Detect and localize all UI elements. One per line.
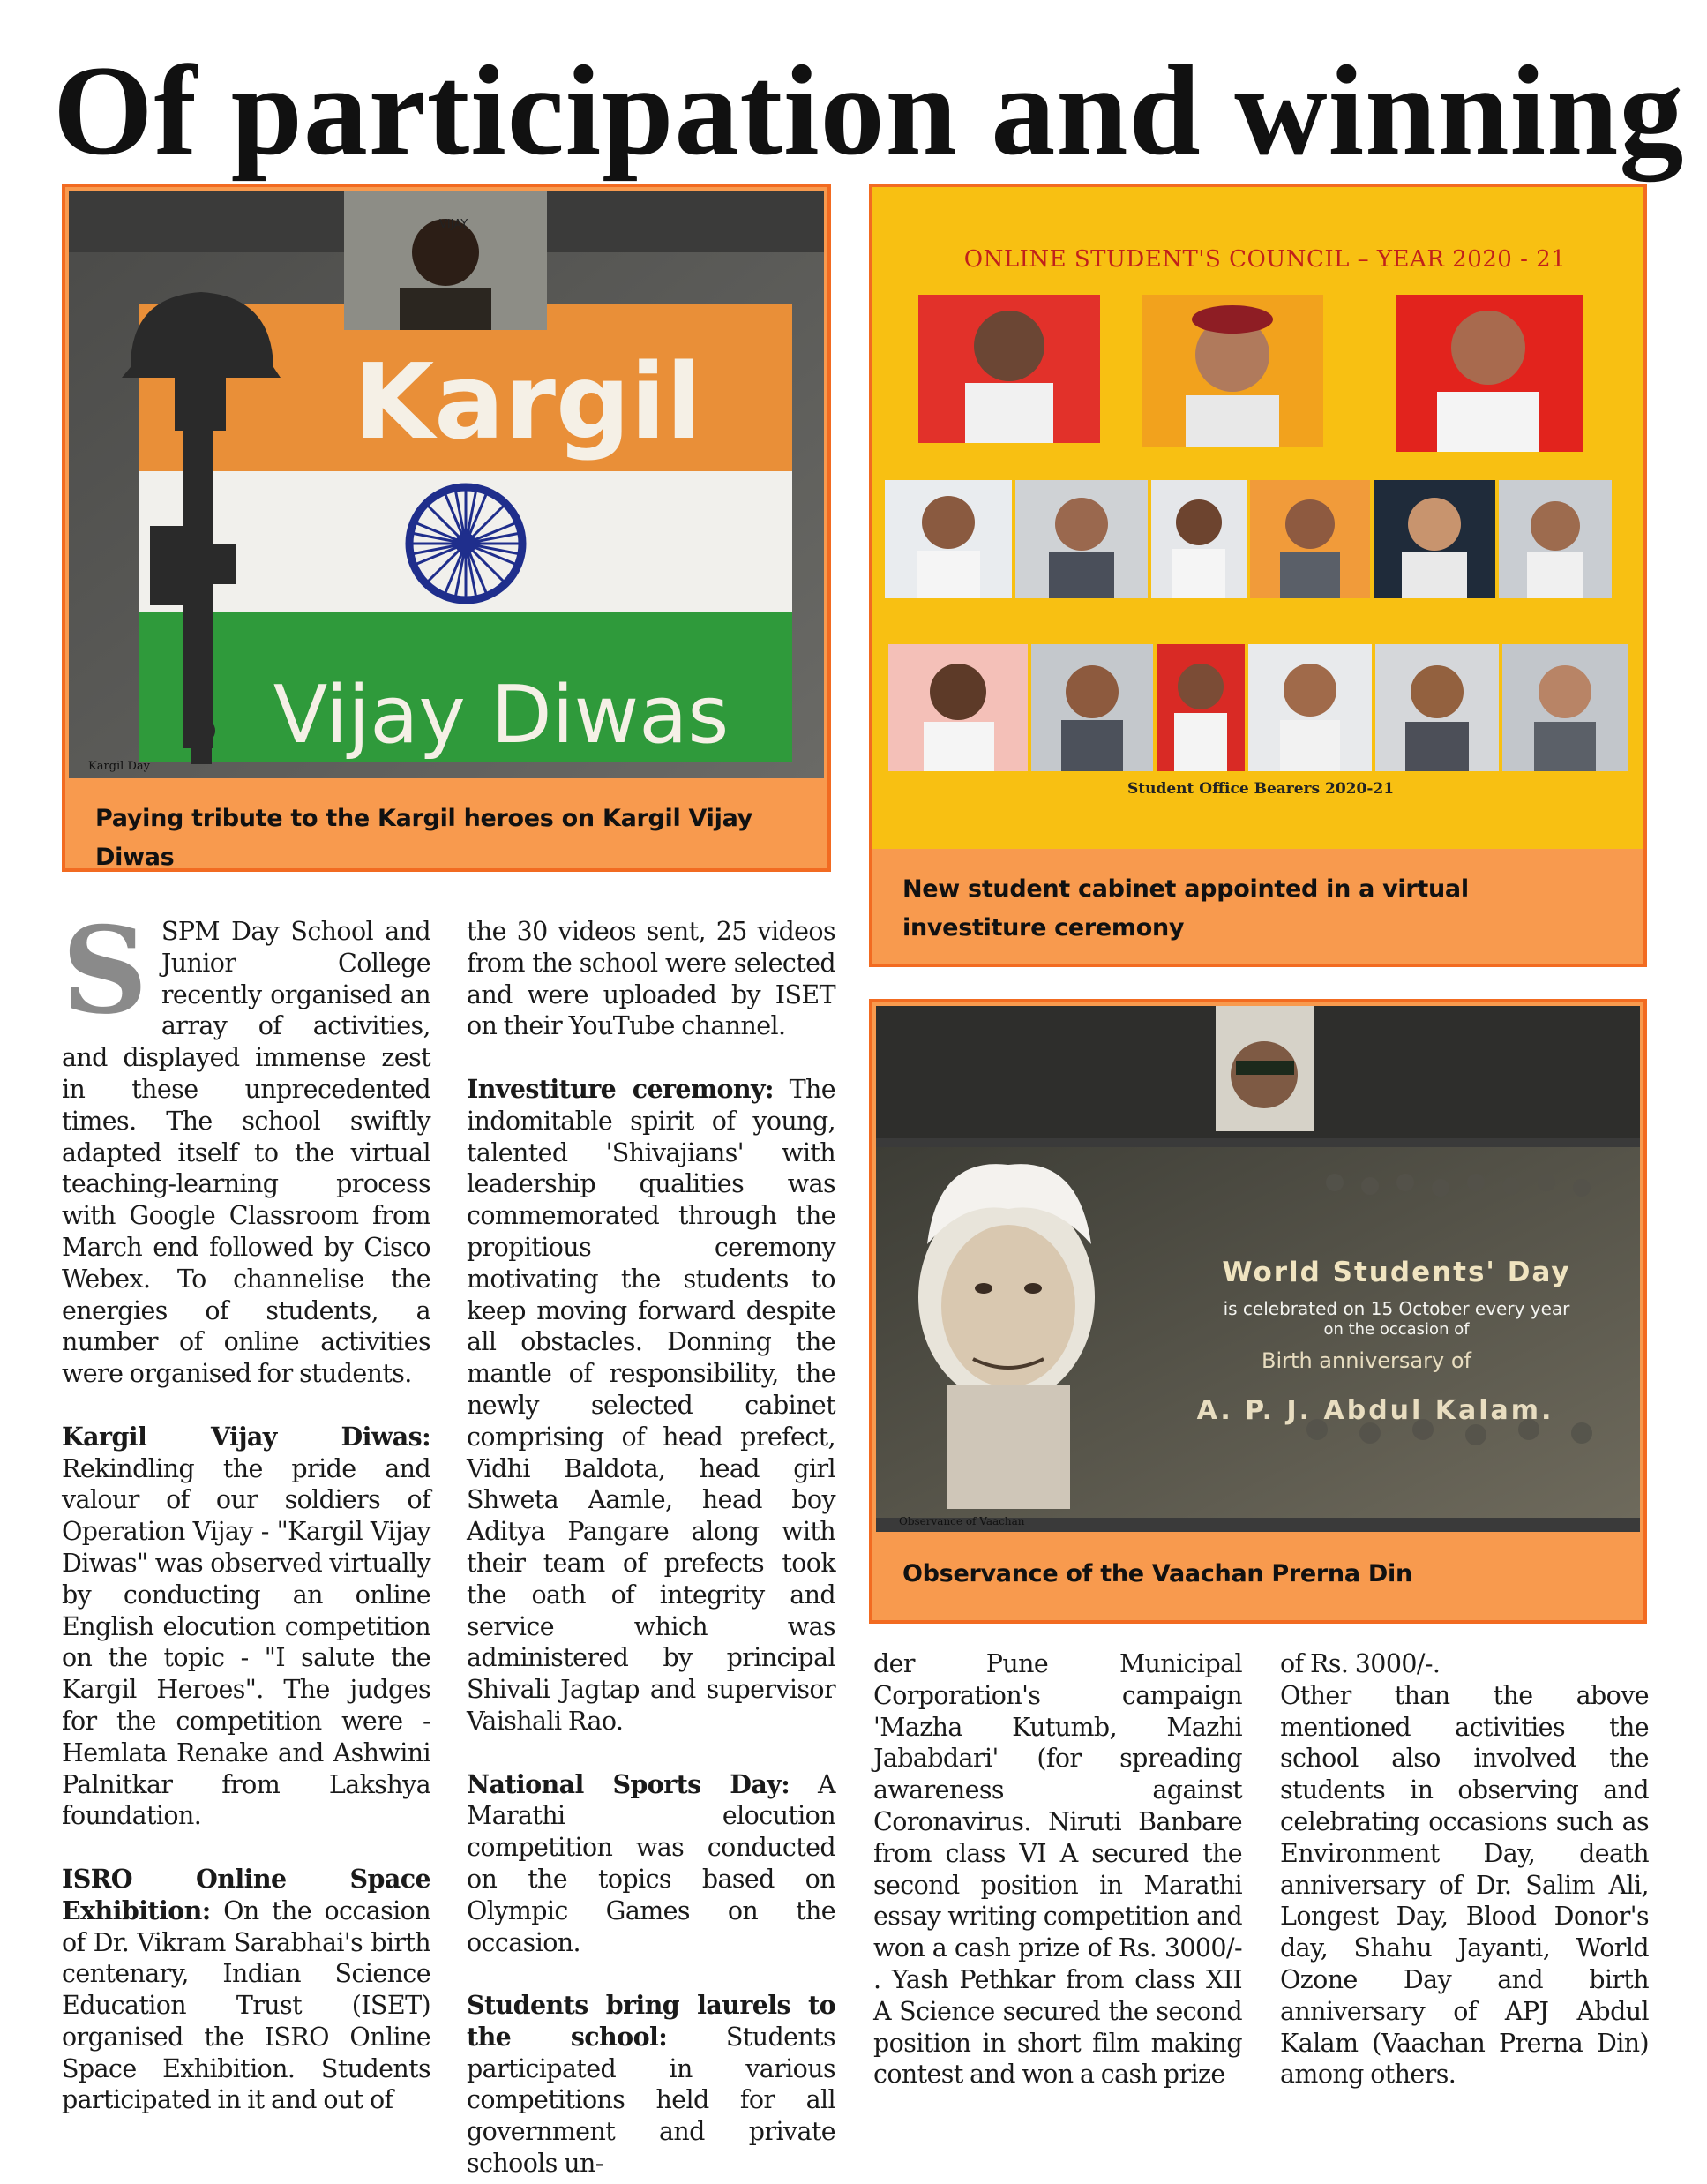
headline: Of participation and winning [53, 39, 1685, 182]
vaachan-photo-box [869, 999, 1647, 1624]
closing-paragraph: Other than the above mentioned activities the school also involved the students in observing and celebrating occasions such as Environment Day, death anniversary of Dr. Salim Ali, Longest Day, Blood Donor's day, Shahu Jayanti, World Ozone Day and birth anniversary of APJ Abdul Kalam (Vaachan Prerna Din) among others. [1280, 1680, 1649, 2090]
council-portraits-row-1 [918, 295, 1583, 452]
council-title: ONLINE STUDENT'S COUNCIL – YEAR 2020 - 21 [963, 246, 1567, 273]
isro-paragraph: On the occasion of Dr. Vikram Sarabhai's birth centenary, Indian Science Education Trust (ISET) organised the ISRO Online Space Exhibition. Students participated in it and out of [62, 1895, 430, 2115]
council-portraits-row-3 [888, 644, 1628, 771]
kargil-photo [69, 191, 824, 778]
sports-paragraph: A Marathi elocution competition was conducted on the topics based on Olympic Games on the occasion. [467, 1769, 835, 1957]
article-column-1 [62, 900, 430, 2116]
isro-heading: ISRO Online Space Exhibition: [62, 1863, 430, 1925]
laurels-continued: der Pune Municipal Corporation's campaign 'Mazha Kutumb, Mazhi Jababdari' (for spreading awareness against Coronavirus. Niruti Banbare from class VI A secured the second position in Marathi essay writing competition and won a cash prize of Rs. 3000/- . Yash Pethkar from class XII A Science secured the second position in short film making contest and won a cash prize [873, 1649, 1242, 2090]
kargil-photo-box [62, 184, 831, 872]
kargil-heading: Kargil Vijay Diwas: [62, 1421, 430, 1452]
dropcap: S [62, 900, 147, 1040]
vaachan-line-3: on the occasion of [1323, 1320, 1470, 1339]
svg-text:VIJAY: VIJAY [439, 218, 468, 231]
kargil-banner-word-1: Kargil [353, 341, 702, 462]
isro-continued: the 30 videos sent, 25 videos from the school were selected and were uploaded by ISET on their YouTube channel. [467, 917, 835, 1041]
council-photo [872, 187, 1643, 849]
prize-continued: of Rs. 3000/-. [1280, 1649, 1441, 1678]
article-column-3 [873, 1648, 1242, 2090]
kargil-image [69, 191, 824, 778]
intro-paragraph: SPM Day School and Junior College recently organised an array of activities, and displayed immense zest in these unprecedented times. The school swiftly adapted itself to the virtual teaching-learning process with Google Classroom from March end followed by Cisco Webex. To channelise the energies of students, a number of online activities were organised for students. [62, 917, 430, 1389]
vaachan-corner-label: Observance of Vaachan [899, 1515, 1025, 1527]
kargil-paragraph: Rekindling the pride and valour of our soldiers of Operation Vijay - "Kargil Vijay Diwas" was observed virtually by conducting an online English elocution competition on the topic - "I salute the Kargil Heroes". The judges for the competition were - Hemlata Renake and Ashwini Palnitkar from Lakshya foundation. [62, 1453, 430, 1831]
laurels-paragraph: Students participated in various competitions held for all government and private schools un- [467, 2022, 835, 2179]
council-caption: New student cabinet appointed in a virtual investiture ceremony [902, 875, 1469, 942]
council-image [872, 187, 1643, 849]
sports-heading: National Sports Day: [467, 1768, 790, 1799]
investiture-heading: Investiture ceremony: [467, 1073, 774, 1104]
vaachan-line-1: World Students' Day [1222, 1257, 1571, 1288]
vaachan-line-4: Birth anniversary of [1262, 1348, 1471, 1373]
article-column-4 [1280, 1648, 1649, 2090]
investiture-paragraph: The indomitable spirit of young, talented 'Shivajians' with leadership qualities was commemorated through the propitious ceremony motivating the students to keep moving forward despite all obstacles. Donning the mantle of responsibility, the newly selected cabinet comprising of head prefect, Vidhi Baldota, head girl Shweta Aamle, head boy Aditya Pangare along with their team of prefects took the oath of integrity and service which was administered by principal Shivali Jagtap and supervisor Vaishali Rao. [467, 1074, 835, 1736]
council-footer: Student Office Bearers 2020-21 [1127, 780, 1395, 798]
council-photo-box [869, 184, 1647, 967]
article-column-2 [467, 916, 835, 2180]
vaachan-image [876, 1006, 1640, 1532]
vaachan-line-5: A. P. J. Abdul Kalam. [1196, 1395, 1554, 1426]
vaachan-caption: Observance of the Vaachan Prerna Din [902, 1560, 1412, 1587]
kargil-corner-label: Kargil Day [88, 760, 150, 773]
laurels-heading: Students bring laurels to the school: [467, 1990, 835, 2052]
kargil-banner-word-2: Vijay Diwas [273, 669, 730, 762]
vaachan-photo [876, 1006, 1640, 1532]
kargil-caption: Paying tribute to the Kargil heroes on Kargil Vijay Diwas [95, 805, 752, 871]
vaachan-line-2: is celebrated on 15 October every year [1223, 1298, 1570, 1319]
